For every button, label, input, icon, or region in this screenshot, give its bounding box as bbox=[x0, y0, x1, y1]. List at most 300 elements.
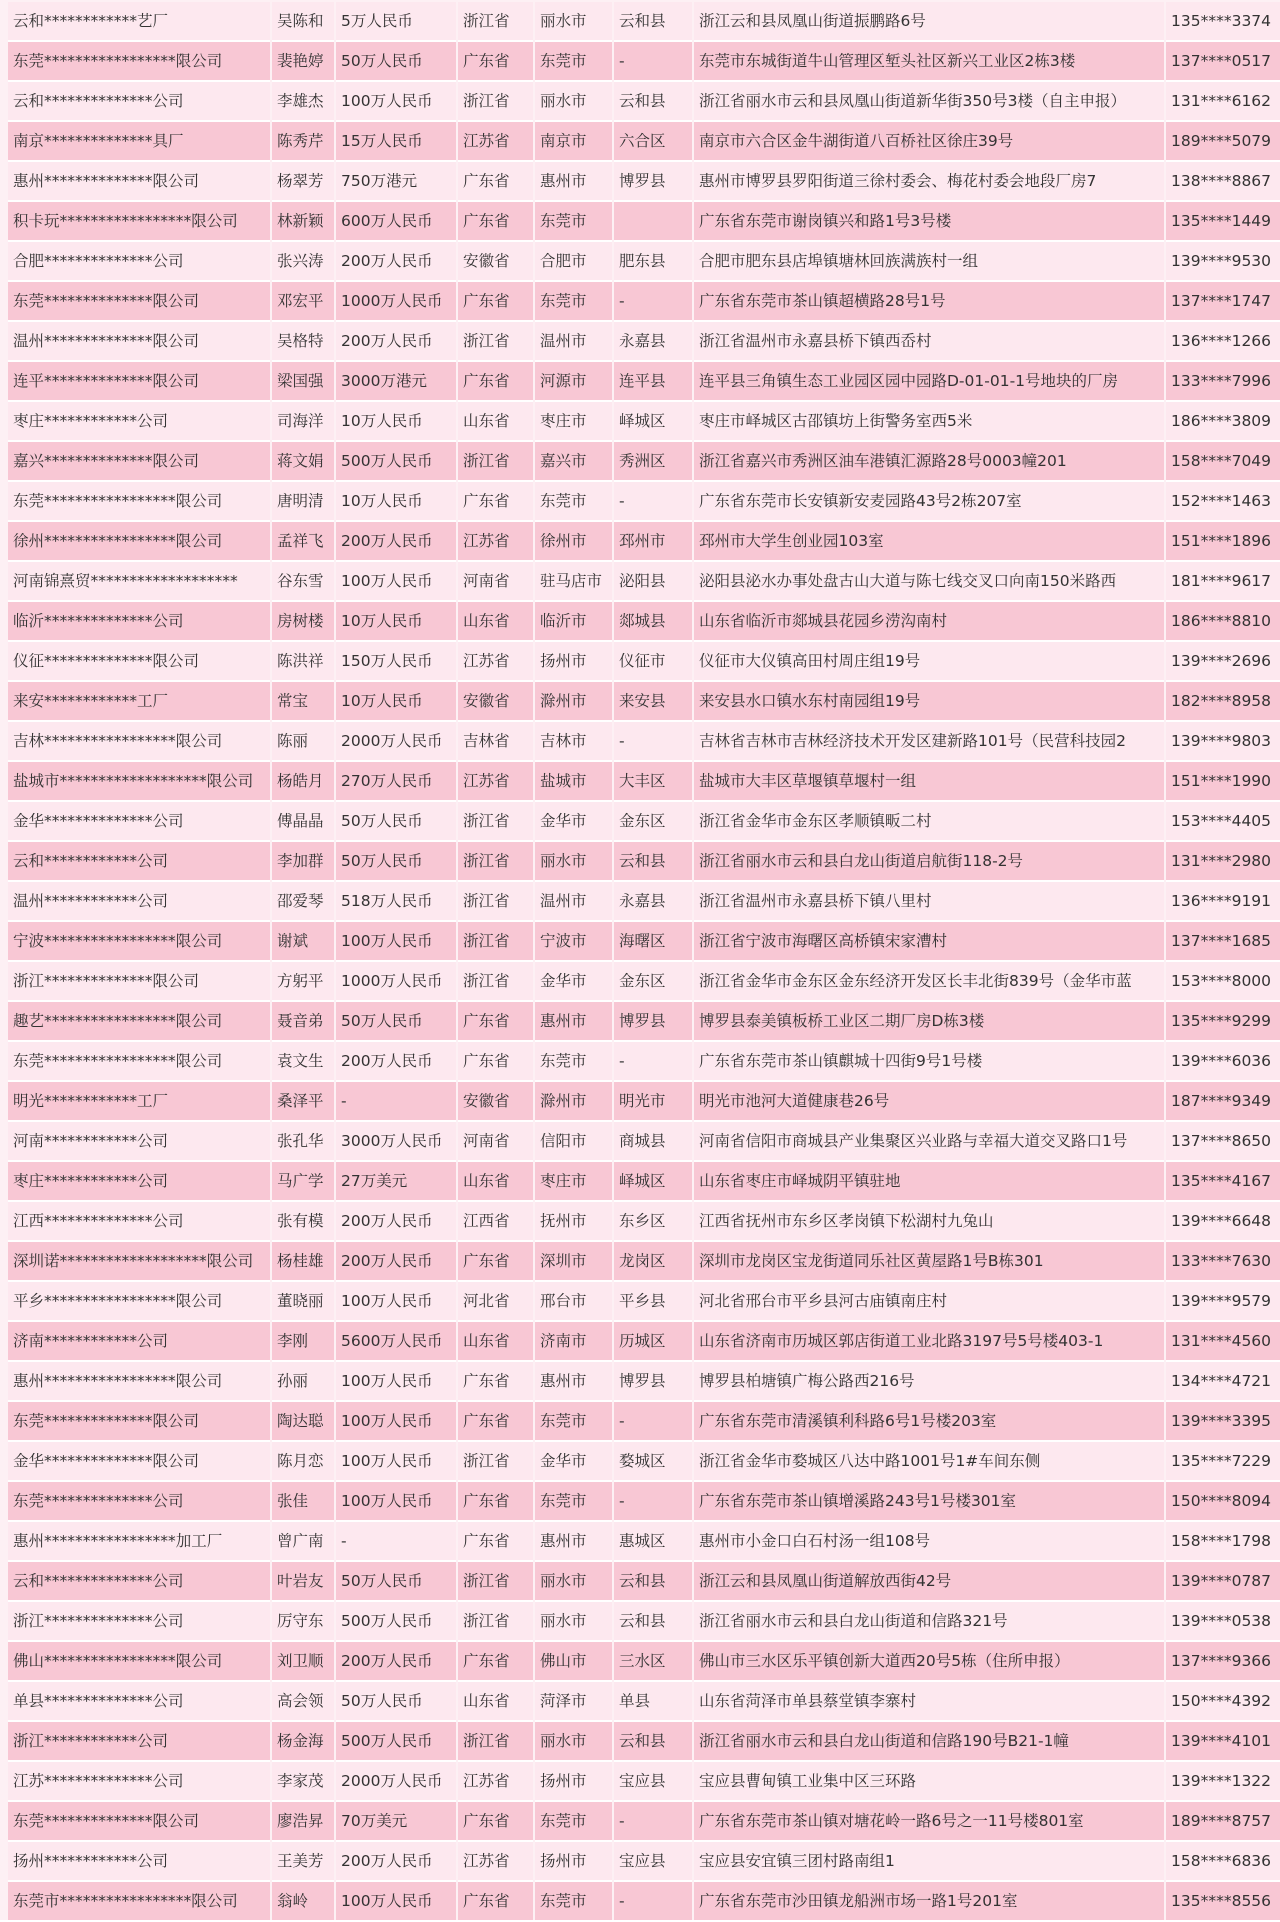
company-name-cell: 云和************公司 bbox=[8, 842, 270, 882]
legal-person-cell: 梁国强 bbox=[272, 362, 334, 402]
company-name-cell: 徐州*****************限公司 bbox=[8, 522, 270, 562]
company-name-cell: 济南************公司 bbox=[8, 1322, 270, 1362]
city-cell: 丽水市 bbox=[535, 1602, 612, 1642]
city-cell: 河源市 bbox=[535, 362, 612, 402]
address-cell: 广东省东莞市沙田镇龙船洲市场一路1号201室 bbox=[694, 1882, 1164, 1922]
company-name-cell: 东莞**************限公司 bbox=[8, 1402, 270, 1442]
address-cell: 浙江省金华市金东区金东经济开发区长丰北街839号（金华市蓝 bbox=[694, 962, 1164, 1002]
phone-cell: 189****8757 bbox=[1166, 1802, 1280, 1842]
legal-person-cell: 张兴涛 bbox=[272, 242, 334, 282]
county-cell: 仪征市 bbox=[614, 642, 692, 682]
county-cell: 邳州市 bbox=[614, 522, 692, 562]
address-cell: 明光市池河大道健康巷26号 bbox=[694, 1082, 1164, 1122]
phone-cell: 135****1449 bbox=[1166, 202, 1280, 242]
legal-person-cell: 杨金海 bbox=[272, 1722, 334, 1762]
registered-capital-cell: 200万人民币 bbox=[336, 522, 456, 562]
legal-person-cell: 房树楼 bbox=[272, 602, 334, 642]
county-cell: 永嘉县 bbox=[614, 882, 692, 922]
company-name-cell: 东莞*****************限公司 bbox=[8, 1042, 270, 1082]
city-cell: 深圳市 bbox=[535, 1242, 612, 1282]
registered-capital-cell: 500万人民币 bbox=[336, 1722, 456, 1762]
city-cell: 东莞市 bbox=[535, 482, 612, 522]
province-cell: 山东省 bbox=[458, 1682, 533, 1722]
phone-cell: 139****9803 bbox=[1166, 722, 1280, 762]
table-row bbox=[8, 162, 1280, 202]
company-name-cell: 江苏**************公司 bbox=[8, 1762, 270, 1802]
company-name-cell: 浙江************公司 bbox=[8, 1722, 270, 1762]
phone-cell: 134****4721 bbox=[1166, 1362, 1280, 1402]
county-cell: 婺城区 bbox=[614, 1442, 692, 1482]
table-row bbox=[8, 1122, 1280, 1162]
county-cell: 明光市 bbox=[614, 1082, 692, 1122]
phone-cell: 131****4560 bbox=[1166, 1322, 1280, 1362]
table-row bbox=[8, 42, 1280, 82]
address-cell: 东莞市东城街道牛山管理区堑头社区新兴工业区2栋3楼 bbox=[694, 42, 1164, 82]
province-cell: 江苏省 bbox=[458, 122, 533, 162]
phone-cell: 182****8958 bbox=[1166, 682, 1280, 722]
county-cell: - bbox=[614, 1482, 692, 1522]
province-cell: 浙江省 bbox=[458, 882, 533, 922]
registered-capital-cell: 200万人民币 bbox=[336, 1842, 456, 1882]
registered-capital-cell: 100万人民币 bbox=[336, 82, 456, 122]
address-cell: 合肥市肥东县店埠镇塘林回族满族村一组 bbox=[694, 242, 1164, 282]
province-cell: 广东省 bbox=[458, 1482, 533, 1522]
province-cell: 广东省 bbox=[458, 1882, 533, 1922]
province-cell: 河南省 bbox=[458, 1122, 533, 1162]
address-cell: 山东省菏泽市单县蔡堂镇李寨村 bbox=[694, 1682, 1164, 1722]
table-row bbox=[8, 1642, 1280, 1682]
registered-capital-cell: 500万人民币 bbox=[336, 442, 456, 482]
province-cell: 浙江省 bbox=[458, 2, 533, 42]
city-cell: 南京市 bbox=[535, 122, 612, 162]
table-row bbox=[8, 1002, 1280, 1042]
table-row bbox=[8, 482, 1280, 522]
table-row bbox=[8, 1882, 1280, 1922]
registered-capital-cell: 50万人民币 bbox=[336, 1682, 456, 1722]
address-cell: 广东省东莞市长安镇新安麦园路43号2栋207室 bbox=[694, 482, 1164, 522]
legal-person-cell: 常宝 bbox=[272, 682, 334, 722]
phone-cell: 135****4167 bbox=[1166, 1162, 1280, 1202]
county-cell: - bbox=[614, 482, 692, 522]
registered-capital-cell: 100万人民币 bbox=[336, 922, 456, 962]
legal-person-cell: 陈秀芹 bbox=[272, 122, 334, 162]
address-cell: 河南省信阳市商城县产业集聚区兴业路与幸福大道交叉路口1号 bbox=[694, 1122, 1164, 1162]
county-cell: 宝应县 bbox=[614, 1762, 692, 1802]
registered-capital-cell: 200万人民币 bbox=[336, 1242, 456, 1282]
address-cell: 惠州市博罗县罗阳街道三徐村委会、梅花村委会地段厂房7 bbox=[694, 162, 1164, 202]
registered-capital-cell: 270万人民币 bbox=[336, 762, 456, 802]
company-name-cell: 云和**************公司 bbox=[8, 1562, 270, 1602]
table-row bbox=[8, 1242, 1280, 1282]
city-cell: 吉林市 bbox=[535, 722, 612, 762]
table-row bbox=[8, 642, 1280, 682]
phone-cell: 139****6648 bbox=[1166, 1202, 1280, 1242]
registered-capital-cell: 100万人民币 bbox=[336, 1442, 456, 1482]
company-name-cell: 浙江**************公司 bbox=[8, 1602, 270, 1642]
phone-cell: 189****5079 bbox=[1166, 122, 1280, 162]
province-cell: 江苏省 bbox=[458, 762, 533, 802]
table-row bbox=[8, 202, 1280, 242]
city-cell: 扬州市 bbox=[535, 642, 612, 682]
city-cell: 东莞市 bbox=[535, 202, 612, 242]
table-row bbox=[8, 1362, 1280, 1402]
company-name-cell: 金华**************限公司 bbox=[8, 1442, 270, 1482]
company-name-cell: 扬州************公司 bbox=[8, 1842, 270, 1882]
county-cell: 平乡县 bbox=[614, 1282, 692, 1322]
address-cell: 江西省抚州市东乡区孝岗镇下松湖村九兔山 bbox=[694, 1202, 1164, 1242]
county-cell: - bbox=[614, 722, 692, 762]
province-cell: 广东省 bbox=[458, 1002, 533, 1042]
registered-capital-cell: 518万人民币 bbox=[336, 882, 456, 922]
registered-capital-cell: 10万人民币 bbox=[336, 402, 456, 442]
legal-person-cell: 陈丽 bbox=[272, 722, 334, 762]
county-cell: 海曙区 bbox=[614, 922, 692, 962]
registered-capital-cell: 70万美元 bbox=[336, 1802, 456, 1842]
registered-capital-cell: 100万人民币 bbox=[336, 1402, 456, 1442]
legal-person-cell: 张佳 bbox=[272, 1482, 334, 1522]
province-cell: 江苏省 bbox=[458, 1762, 533, 1802]
company-name-cell: 枣庄************公司 bbox=[8, 402, 270, 442]
legal-person-cell: 刘卫顺 bbox=[272, 1642, 334, 1682]
table-row bbox=[8, 1282, 1280, 1322]
registered-capital-cell: 200万人民币 bbox=[336, 1042, 456, 1082]
table-row bbox=[8, 362, 1280, 402]
county-cell: 峄城区 bbox=[614, 402, 692, 442]
province-cell: 广东省 bbox=[458, 1242, 533, 1282]
registered-capital-cell: 1000万人民币 bbox=[336, 282, 456, 322]
phone-cell: 136****1266 bbox=[1166, 322, 1280, 362]
company-name-cell: 金华**************公司 bbox=[8, 802, 270, 842]
table-row bbox=[8, 1162, 1280, 1202]
table-row bbox=[8, 762, 1280, 802]
city-cell: 滁州市 bbox=[535, 682, 612, 722]
province-cell: 浙江省 bbox=[458, 1602, 533, 1642]
address-cell: 浙江省金华市婺城区八达中路1001号1#车间东侧 bbox=[694, 1442, 1164, 1482]
company-table-body bbox=[8, 2, 1280, 1922]
address-cell: 浙江省温州市永嘉县桥下镇西岙村 bbox=[694, 322, 1164, 362]
city-cell: 金华市 bbox=[535, 962, 612, 1002]
table-row bbox=[8, 802, 1280, 842]
company-name-cell: 单县**************公司 bbox=[8, 1682, 270, 1722]
registered-capital-cell: 5万人民币 bbox=[336, 2, 456, 42]
city-cell: 宁波市 bbox=[535, 922, 612, 962]
address-cell: 浙江省温州市永嘉县桥下镇八里村 bbox=[694, 882, 1164, 922]
address-cell: 广东省东莞市茶山镇增溪路243号1号楼301室 bbox=[694, 1482, 1164, 1522]
legal-person-cell: 张有模 bbox=[272, 1202, 334, 1242]
city-cell: 丽水市 bbox=[535, 1562, 612, 1602]
city-cell: 佛山市 bbox=[535, 1642, 612, 1682]
city-cell: 驻马店市 bbox=[535, 562, 612, 602]
company-name-cell: 合肥**************公司 bbox=[8, 242, 270, 282]
table-row bbox=[8, 1522, 1280, 1562]
province-cell: 广东省 bbox=[458, 1042, 533, 1082]
phone-cell: 187****9349 bbox=[1166, 1082, 1280, 1122]
city-cell: 枣庄市 bbox=[535, 402, 612, 442]
address-cell: 浙江省金华市金东区孝顺镇畈二村 bbox=[694, 802, 1164, 842]
province-cell: 河北省 bbox=[458, 1282, 533, 1322]
province-cell: 广东省 bbox=[458, 1642, 533, 1682]
address-cell: 佛山市三水区乐平镇创新大道西20号5栋（住所申报） bbox=[694, 1642, 1164, 1682]
phone-cell: 181****9617 bbox=[1166, 562, 1280, 602]
address-cell: 广东省东莞市谢岗镇兴和路1号3号楼 bbox=[694, 202, 1164, 242]
company-name-cell: 惠州*****************加工厂 bbox=[8, 1522, 270, 1562]
registered-capital-cell: 3000万人民币 bbox=[336, 1122, 456, 1162]
province-cell: 广东省 bbox=[458, 42, 533, 82]
city-cell: 惠州市 bbox=[535, 1362, 612, 1402]
city-cell: 丽水市 bbox=[535, 842, 612, 882]
phone-cell: 135****7229 bbox=[1166, 1442, 1280, 1482]
address-cell: 广东省东莞市清溪镇利科路6号1号楼203室 bbox=[694, 1402, 1164, 1442]
address-cell: 博罗县柏塘镇广梅公路西216号 bbox=[694, 1362, 1164, 1402]
legal-person-cell: 蒋文娟 bbox=[272, 442, 334, 482]
county-cell: 惠城区 bbox=[614, 1522, 692, 1562]
phone-cell: 139****4101 bbox=[1166, 1722, 1280, 1762]
registered-capital-cell: 100万人民币 bbox=[336, 562, 456, 602]
phone-cell: 151****1896 bbox=[1166, 522, 1280, 562]
legal-person-cell: 曾广南 bbox=[272, 1522, 334, 1562]
registered-capital-cell: 500万人民币 bbox=[336, 1602, 456, 1642]
city-cell: 东莞市 bbox=[535, 1042, 612, 1082]
city-cell: 徐州市 bbox=[535, 522, 612, 562]
legal-person-cell: 李加群 bbox=[272, 842, 334, 882]
table-row bbox=[8, 82, 1280, 122]
county-cell: 永嘉县 bbox=[614, 322, 692, 362]
table-row bbox=[8, 242, 1280, 282]
address-cell: 浙江省丽水市云和县白龙山街道和信路321号 bbox=[694, 1602, 1164, 1642]
table-row bbox=[8, 562, 1280, 602]
city-cell: 温州市 bbox=[535, 882, 612, 922]
table-row bbox=[8, 402, 1280, 442]
city-cell: 临沂市 bbox=[535, 602, 612, 642]
county-cell: - bbox=[614, 1802, 692, 1842]
phone-cell: 158****7049 bbox=[1166, 442, 1280, 482]
registered-capital-cell: 15万人民币 bbox=[336, 122, 456, 162]
province-cell: 广东省 bbox=[458, 162, 533, 202]
county-cell: 龙岗区 bbox=[614, 1242, 692, 1282]
phone-cell: 137****8650 bbox=[1166, 1122, 1280, 1162]
company-name-cell: 江西**************公司 bbox=[8, 1202, 270, 1242]
county-cell: 六合区 bbox=[614, 122, 692, 162]
address-cell: 广东省东莞市茶山镇超横路28号1号 bbox=[694, 282, 1164, 322]
province-cell: 江苏省 bbox=[458, 642, 533, 682]
table-row bbox=[8, 1722, 1280, 1762]
city-cell: 东莞市 bbox=[535, 1802, 612, 1842]
company-name-cell: 吉林*****************限公司 bbox=[8, 722, 270, 762]
registered-capital-cell: 750万港元 bbox=[336, 162, 456, 202]
company-name-cell: 南京**************具厂 bbox=[8, 122, 270, 162]
legal-person-cell: 邓宏平 bbox=[272, 282, 334, 322]
registered-capital-cell: 1000万人民币 bbox=[336, 962, 456, 1002]
county-cell: 历城区 bbox=[614, 1322, 692, 1362]
province-cell: 山东省 bbox=[458, 602, 533, 642]
address-cell: 浙江云和县凤凰山街道振鹏路6号 bbox=[694, 2, 1164, 42]
county-cell: 博罗县 bbox=[614, 162, 692, 202]
phone-cell: 139****9579 bbox=[1166, 1282, 1280, 1322]
company-name-cell: 宁波*****************限公司 bbox=[8, 922, 270, 962]
address-cell: 浙江省丽水市云和县白龙山街道和信路190号B21-1幢 bbox=[694, 1722, 1164, 1762]
legal-person-cell: 谢斌 bbox=[272, 922, 334, 962]
city-cell: 惠州市 bbox=[535, 162, 612, 202]
province-cell: 浙江省 bbox=[458, 1562, 533, 1602]
company-name-cell: 云和************艺厂 bbox=[8, 2, 270, 42]
company-name-cell: 东莞**************公司 bbox=[8, 1482, 270, 1522]
province-cell: 江苏省 bbox=[458, 522, 533, 562]
table-row bbox=[8, 442, 1280, 482]
province-cell: 江西省 bbox=[458, 1202, 533, 1242]
table-row bbox=[8, 2, 1280, 42]
phone-cell: 151****1990 bbox=[1166, 762, 1280, 802]
city-cell: 扬州市 bbox=[535, 1762, 612, 1802]
phone-cell: 186****3809 bbox=[1166, 402, 1280, 442]
province-cell: 浙江省 bbox=[458, 842, 533, 882]
company-name-cell: 嘉兴**************限公司 bbox=[8, 442, 270, 482]
phone-cell: 131****6162 bbox=[1166, 82, 1280, 122]
address-cell: 吉林省吉林市吉林经济技术开发区建新路101号（民营科技园2 bbox=[694, 722, 1164, 762]
county-cell: 云和县 bbox=[614, 82, 692, 122]
registered-capital-cell: 50万人民币 bbox=[336, 1002, 456, 1042]
province-cell: 安徽省 bbox=[458, 242, 533, 282]
phone-cell: 153****4405 bbox=[1166, 802, 1280, 842]
company-name-cell: 温州************公司 bbox=[8, 882, 270, 922]
company-name-cell: 平乡*****************限公司 bbox=[8, 1282, 270, 1322]
city-cell: 合肥市 bbox=[535, 242, 612, 282]
city-cell: 枣庄市 bbox=[535, 1162, 612, 1202]
city-cell: 东莞市 bbox=[535, 1482, 612, 1522]
city-cell: 菏泽市 bbox=[535, 1682, 612, 1722]
company-name-cell: 枣庄************公司 bbox=[8, 1162, 270, 1202]
county-cell: 大丰区 bbox=[614, 762, 692, 802]
table-row bbox=[8, 1562, 1280, 1602]
city-cell: 邢台市 bbox=[535, 1282, 612, 1322]
county-cell: 连平县 bbox=[614, 362, 692, 402]
county-cell: 云和县 bbox=[614, 2, 692, 42]
registered-capital-cell: 50万人民币 bbox=[336, 1562, 456, 1602]
address-cell: 深圳市龙岗区宝龙街道同乐社区黄屋路1号B栋301 bbox=[694, 1242, 1164, 1282]
county-cell: 宝应县 bbox=[614, 1842, 692, 1882]
province-cell: 浙江省 bbox=[458, 82, 533, 122]
registered-capital-cell: 27万美元 bbox=[336, 1162, 456, 1202]
address-cell: 广东省东莞市茶山镇麒城十四街9号1号楼 bbox=[694, 1042, 1164, 1082]
table-row bbox=[8, 282, 1280, 322]
county-cell: 金东区 bbox=[614, 962, 692, 1002]
table-row bbox=[8, 1682, 1280, 1722]
county-cell: 峄城区 bbox=[614, 1162, 692, 1202]
phone-cell: 131****2980 bbox=[1166, 842, 1280, 882]
legal-person-cell: 袁文生 bbox=[272, 1042, 334, 1082]
registered-capital-cell: - bbox=[336, 1082, 456, 1122]
phone-cell: 186****8810 bbox=[1166, 602, 1280, 642]
legal-person-cell: 裴艳婷 bbox=[272, 42, 334, 82]
legal-person-cell: 陶达聪 bbox=[272, 1402, 334, 1442]
city-cell: 东莞市 bbox=[535, 42, 612, 82]
legal-person-cell: 马广学 bbox=[272, 1162, 334, 1202]
address-cell: 浙江省丽水市云和县白龙山街道启航街118-2号 bbox=[694, 842, 1164, 882]
company-name-cell: 趣艺*****************限公司 bbox=[8, 1002, 270, 1042]
legal-person-cell: 孟祥飞 bbox=[272, 522, 334, 562]
company-name-cell: 盐城市*******************限公司 bbox=[8, 762, 270, 802]
province-cell: 安徽省 bbox=[458, 682, 533, 722]
legal-person-cell: 陈洪祥 bbox=[272, 642, 334, 682]
registered-capital-cell: 100万人民币 bbox=[336, 1282, 456, 1322]
province-cell: 浙江省 bbox=[458, 802, 533, 842]
registered-capital-cell: 10万人民币 bbox=[336, 682, 456, 722]
phone-cell: 152****1463 bbox=[1166, 482, 1280, 522]
company-name-cell: 东莞*****************限公司 bbox=[8, 42, 270, 82]
phone-cell: 135****3374 bbox=[1166, 2, 1280, 42]
phone-cell: 139****0538 bbox=[1166, 1602, 1280, 1642]
province-cell: 浙江省 bbox=[458, 442, 533, 482]
city-cell: 金华市 bbox=[535, 1442, 612, 1482]
table-row bbox=[8, 602, 1280, 642]
company-name-cell: 积卡玩*****************限公司 bbox=[8, 202, 270, 242]
table-row bbox=[8, 1402, 1280, 1442]
table-row bbox=[8, 1442, 1280, 1482]
registered-capital-cell: 600万人民币 bbox=[336, 202, 456, 242]
registered-capital-cell: 100万人民币 bbox=[336, 1882, 456, 1922]
address-cell: 广东省东莞市茶山镇对塘花岭一路6号之一11号楼801室 bbox=[694, 1802, 1164, 1842]
legal-person-cell: 杨翠芳 bbox=[272, 162, 334, 202]
address-cell: 山东省枣庄市峄城阴平镇驻地 bbox=[694, 1162, 1164, 1202]
company-name-cell: 东莞**************限公司 bbox=[8, 282, 270, 322]
legal-person-cell: 李刚 bbox=[272, 1322, 334, 1362]
phone-cell: 135****8556 bbox=[1166, 1882, 1280, 1922]
phone-cell: 158****6836 bbox=[1166, 1842, 1280, 1882]
table-row bbox=[8, 882, 1280, 922]
province-cell: 浙江省 bbox=[458, 322, 533, 362]
province-cell: 山东省 bbox=[458, 402, 533, 442]
legal-person-cell: 高会领 bbox=[272, 1682, 334, 1722]
county-cell: 博罗县 bbox=[614, 1002, 692, 1042]
table-row bbox=[8, 922, 1280, 962]
phone-cell: 137****1685 bbox=[1166, 922, 1280, 962]
registered-capital-cell: 2000万人民币 bbox=[336, 722, 456, 762]
province-cell: 广东省 bbox=[458, 362, 533, 402]
table-row bbox=[8, 1482, 1280, 1522]
registered-capital-cell: 10万人民币 bbox=[336, 482, 456, 522]
province-cell: 浙江省 bbox=[458, 922, 533, 962]
city-cell: 东莞市 bbox=[535, 1882, 612, 1922]
legal-person-cell: 李家茂 bbox=[272, 1762, 334, 1802]
phone-cell: 139****9530 bbox=[1166, 242, 1280, 282]
table-row bbox=[8, 842, 1280, 882]
legal-person-cell: 董晓丽 bbox=[272, 1282, 334, 1322]
company-name-cell: 明光************工厂 bbox=[8, 1082, 270, 1122]
address-cell: 连平县三角镇生态工业园区园中园路D-01-01-1号地块的厂房 bbox=[694, 362, 1164, 402]
phone-cell: 139****3395 bbox=[1166, 1402, 1280, 1442]
legal-person-cell: 张孔华 bbox=[272, 1122, 334, 1162]
company-name-cell: 惠州**************限公司 bbox=[8, 162, 270, 202]
company-name-cell: 惠州*****************限公司 bbox=[8, 1362, 270, 1402]
city-cell: 盐城市 bbox=[535, 762, 612, 802]
province-cell: 浙江省 bbox=[458, 1442, 533, 1482]
table-row bbox=[8, 722, 1280, 762]
province-cell: 广东省 bbox=[458, 482, 533, 522]
table-row bbox=[8, 122, 1280, 162]
phone-cell: 133****7630 bbox=[1166, 1242, 1280, 1282]
table-row bbox=[8, 1202, 1280, 1242]
city-cell: 嘉兴市 bbox=[535, 442, 612, 482]
city-cell: 济南市 bbox=[535, 1322, 612, 1362]
province-cell: 江苏省 bbox=[458, 1842, 533, 1882]
address-cell: 泌阳县泌水办事处盘古山大道与陈七线交叉口向南150米路西 bbox=[694, 562, 1164, 602]
county-cell: 云和县 bbox=[614, 1602, 692, 1642]
address-cell: 宝应县安宜镇三团村路南组1 bbox=[694, 1842, 1164, 1882]
company-name-cell: 云和**************公司 bbox=[8, 82, 270, 122]
city-cell: 丽水市 bbox=[535, 1722, 612, 1762]
company-name-cell: 东莞*****************限公司 bbox=[8, 482, 270, 522]
city-cell: 金华市 bbox=[535, 802, 612, 842]
county-cell: 来安县 bbox=[614, 682, 692, 722]
